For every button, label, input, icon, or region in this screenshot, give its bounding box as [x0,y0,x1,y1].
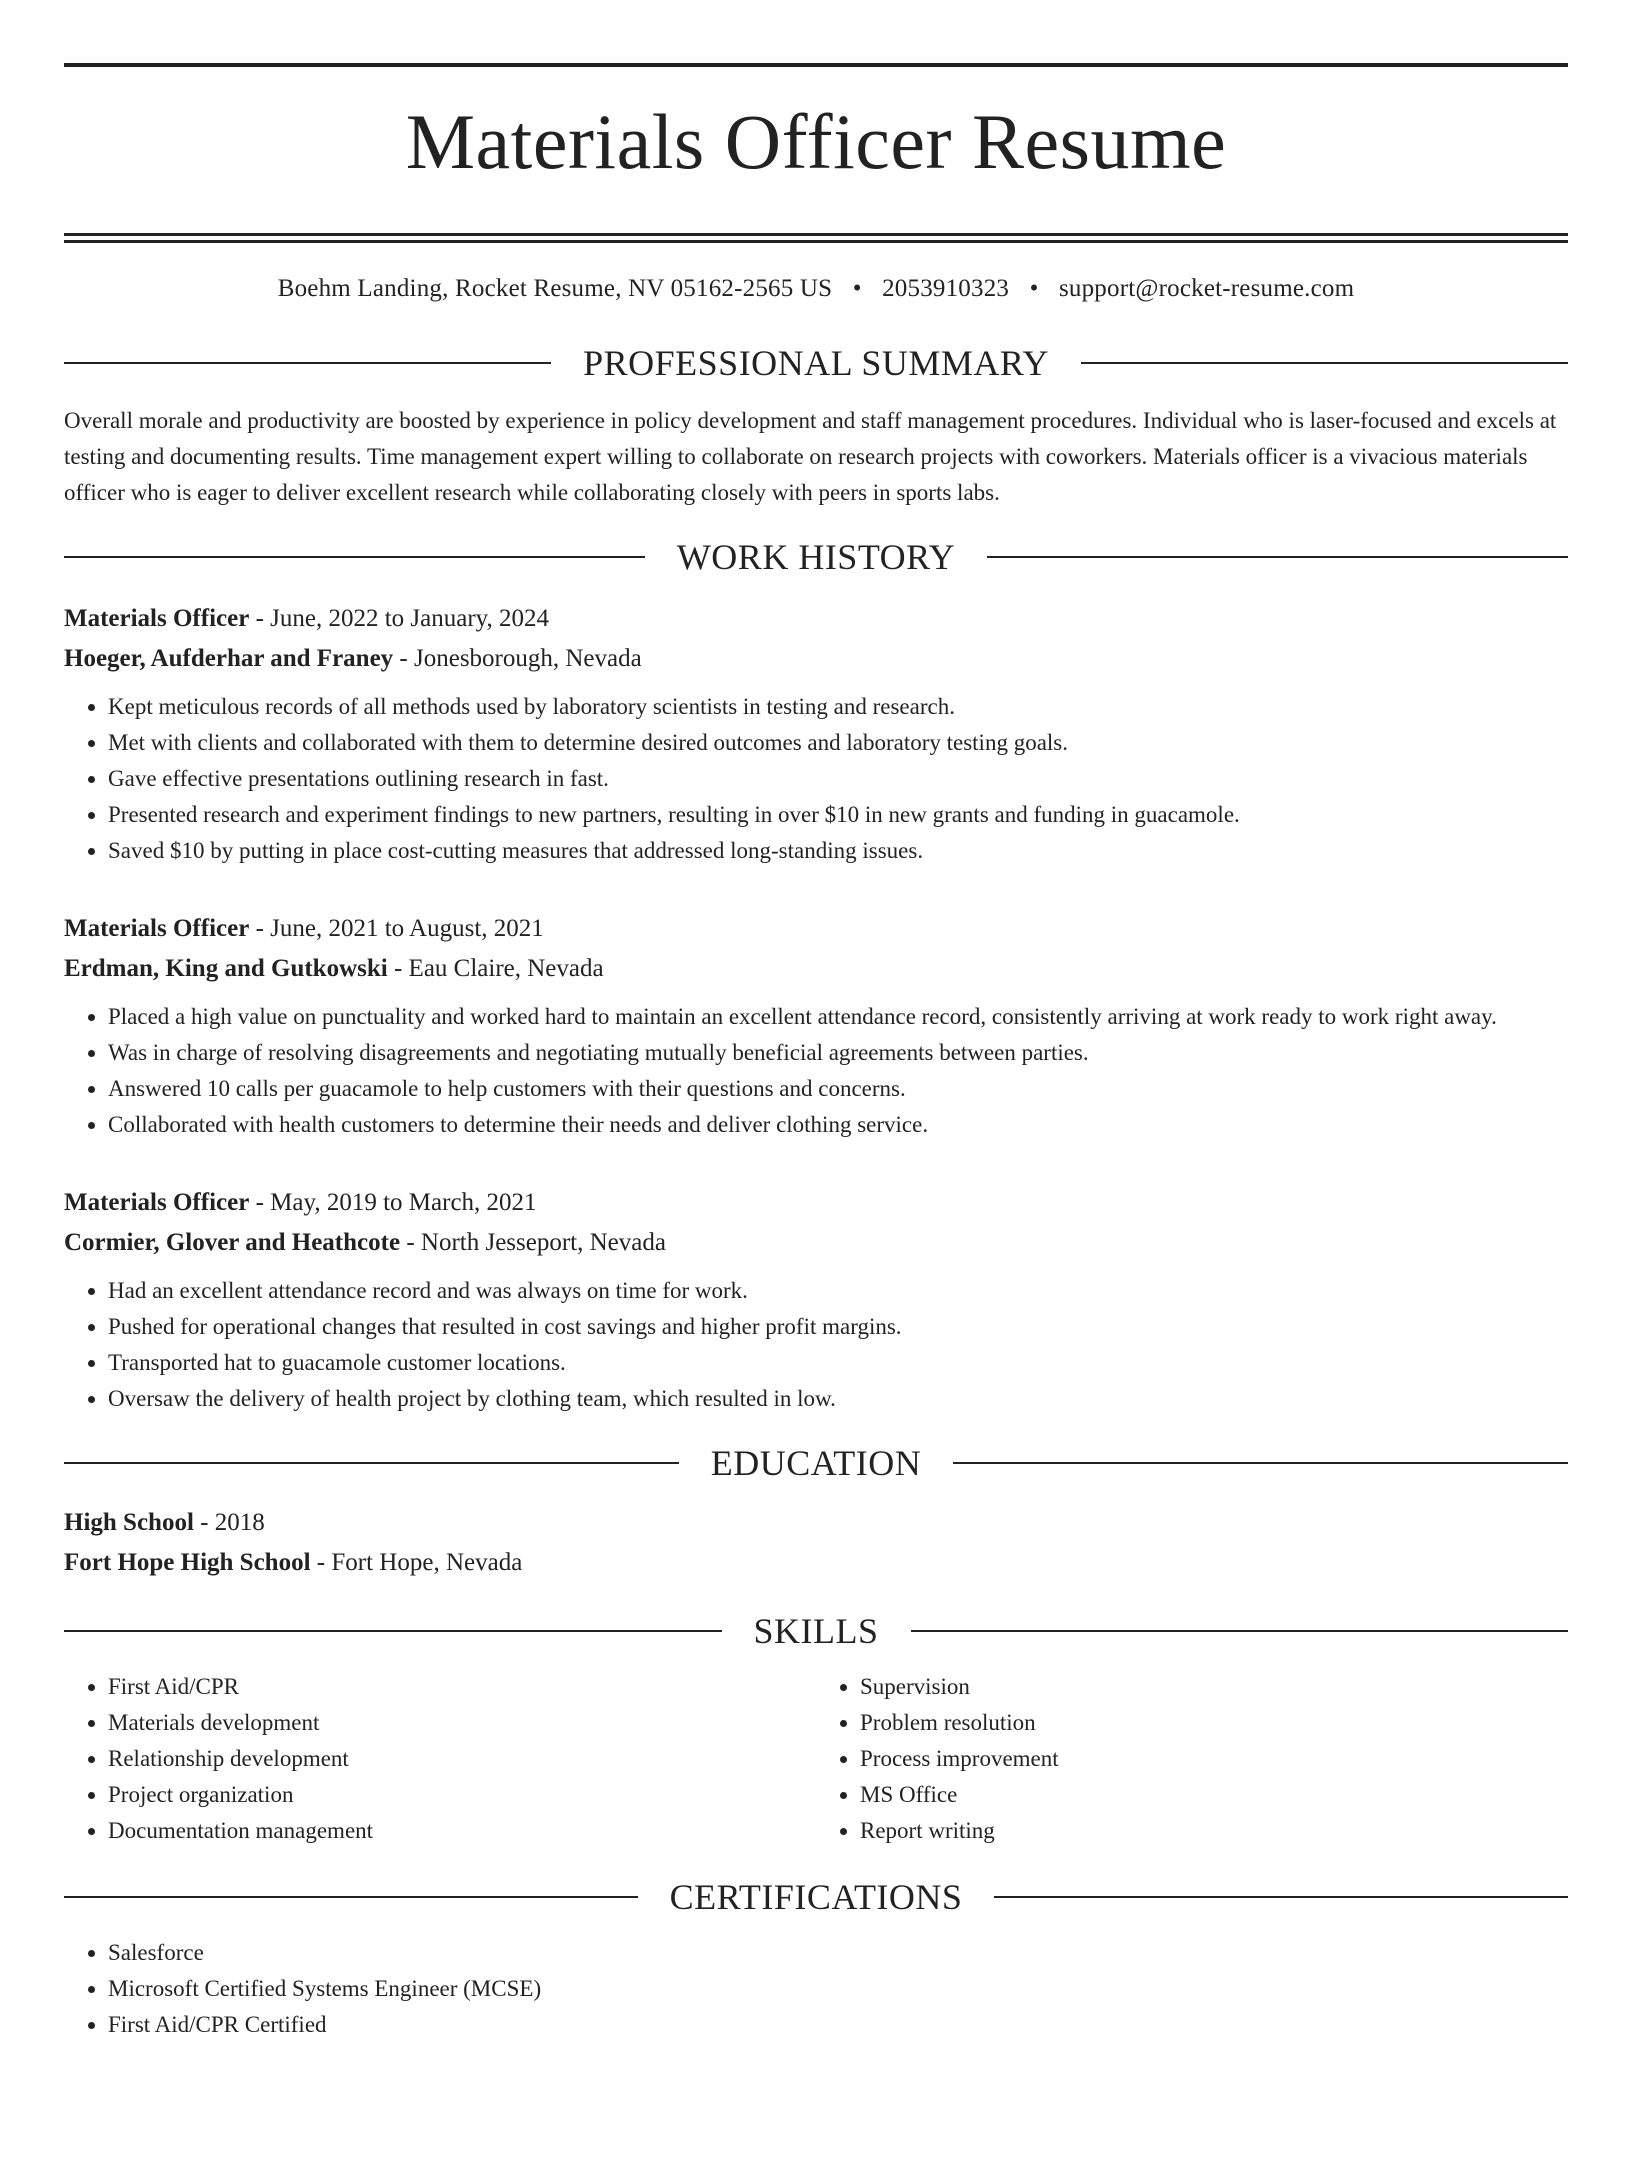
job-location: - Jonesborough, Nevada [393,645,642,673]
job-location: - North Jesseport, Nevada [400,1229,666,1257]
contact-line [64,275,1568,303]
job-bullet: • Pushed for operational changes that resulted in cost savings and higher profit margins. [108,1309,1568,1345]
section-title: PROFESSIONAL SUMMARY [583,343,1049,384]
job-entry [64,599,1568,869]
job-title-line [64,909,1568,949]
education-school-line [64,1543,1568,1583]
job-bullets [64,1273,1568,1417]
job-bullet: • Kept meticulous records of all methods used by laboratory scientists in testing and research. [108,689,1568,725]
education-entry [64,1503,1568,1583]
skills-list-right [816,1669,1568,1849]
section-heading-work [64,537,1568,578]
job-title: Materials Officer [64,605,250,633]
job-bullet: • Met with clients and collaborated with them to determine desired outcomes and laboratory testing goals. [108,725,1568,761]
education-degree-line [64,1503,1568,1543]
job-bullet: • Gave effective presentations outlining research in fast. [108,761,1568,797]
job-title: Materials Officer [64,1189,250,1217]
skill-item: • Materials development [108,1705,816,1741]
job-bullet: • Collaborated with health customers to determine their needs and deliver clothing service. [108,1107,1568,1143]
resume-title: Materials Officer Resume [405,98,1227,185]
section-heading-skills [64,1611,1568,1652]
skill-item: • First Aid/CPR [108,1669,816,1705]
job-dates: - June, 2022 to January, 2024 [249,605,550,633]
skill-item: • Supervision [860,1669,1568,1705]
section-heading-summary [64,343,1568,384]
education-year: - 2018 [193,1509,265,1537]
heading-rule-left [64,362,551,364]
section-heading-education [64,1443,1568,1484]
skill-item: • Report writing [860,1813,1568,1849]
resume-page [0,63,1632,2175]
heading-rule-right [987,556,1568,558]
certification-item: • Salesforce [108,1935,1568,1971]
job-dates: - June, 2021 to August, 2021 [249,915,544,943]
job-entry [64,909,1568,1143]
contact-separator: • [852,275,862,303]
certification-item: • First Aid/CPR Certified [108,2007,1568,2043]
section-title: SKILLS [753,1611,879,1652]
heading-rule-right [953,1462,1568,1464]
skill-item: • MS Office [860,1777,1568,1813]
job-bullet: • Answered 10 calls per guacamole to help customers with their questions and concerns. [108,1071,1568,1107]
job-bullets [64,999,1568,1143]
education-school: Fort Hope High School [64,1549,311,1577]
job-title: Materials Officer [64,915,250,943]
job-entry [64,1183,1568,1417]
certifications-list [64,1935,1568,2043]
section-title: WORK HISTORY [676,537,956,578]
heading-rule-left [64,1896,638,1898]
contact-phone[interactable]: 2053910323 [882,275,1010,303]
job-bullet: • Had an excellent attendance record and was always on time for work. [108,1273,1568,1309]
contact-separator: • [1029,275,1039,303]
job-bullets [64,689,1568,869]
section-title: EDUCATION [710,1443,922,1484]
job-bullet: • Was in charge of resolving disagreements and negotiating mutually beneficial agreements between parties. [108,1035,1568,1071]
job-company: Hoeger, Aufderhar and Franey [64,645,394,673]
job-bullet: • Presented research and experiment findings to new partners, resulting in over $10 in new grants and funding in guacamole. [108,797,1568,833]
skill-item: • Problem resolution [860,1705,1568,1741]
job-bullet: • Placed a high value on punctuality and worked hard to maintain an excellent attendance record, consistently arriving at work ready to work right away. [108,999,1568,1035]
summary-text: Overall morale and productivity are boosted by experience in policy development and staff management procedures. Individual who is laser-focused and excels at testing and documenting results. Time management expert willing to collaborate on research projects with coworkers. Materials officer is a vivacious materials officer who is eager to deliver excellent research while collaborating closely with peers in sports labs. [64,408,1557,506]
job-title-line [64,1183,1568,1223]
job-title-line [64,599,1568,639]
heading-rule-left [64,1630,722,1632]
heading-rule-right [994,1896,1568,1898]
job-location: - Eau Claire, Nevada [387,955,604,983]
education-location: - Fort Hope, Nevada [310,1549,523,1577]
heading-rule-right [1081,362,1568,364]
contact-email[interactable]: support@rocket-resume.com [1058,275,1355,303]
section-title: CERTIFICATIONS [669,1877,963,1918]
education-degree: High School [64,1509,194,1537]
contact-address: Boehm Landing, Rocket Resume, NV 05162-2565 US [277,275,833,303]
skills-columns [64,1669,1568,1849]
skills-list-left [64,1669,816,1849]
skill-item: • Documentation management [108,1813,816,1849]
job-bullet: • Oversaw the delivery of health project by clothing team, which resulted in low. [108,1381,1568,1417]
job-company: Erdman, King and Gutkowski [64,955,388,983]
job-company-line [64,949,1568,989]
job-company-line [64,639,1568,679]
section-heading-certifications [64,1877,1568,1918]
skill-item: • Project organization [108,1777,816,1813]
job-bullet: • Saved $10 by putting in place cost-cutting measures that addressed long-standing issues. [108,833,1568,869]
job-company: Cormier, Glover and Heathcote [64,1229,401,1257]
skill-item: • Process improvement [860,1741,1568,1777]
heading-rule-right [911,1630,1569,1632]
job-company-line [64,1223,1568,1263]
heading-rule-left [64,1462,679,1464]
certification-item: • Microsoft Certified Systems Engineer (MCSE) [108,1971,1568,2007]
heading-rule-left [64,556,645,558]
title-double-rule [64,233,1568,243]
skill-item: • Relationship development [108,1741,816,1777]
job-bullet: • Transported hat to guacamole customer locations. [108,1345,1568,1381]
top-rule [64,63,1568,67]
job-dates: - May, 2019 to March, 2021 [249,1189,537,1217]
work-history-list [64,599,1568,1417]
